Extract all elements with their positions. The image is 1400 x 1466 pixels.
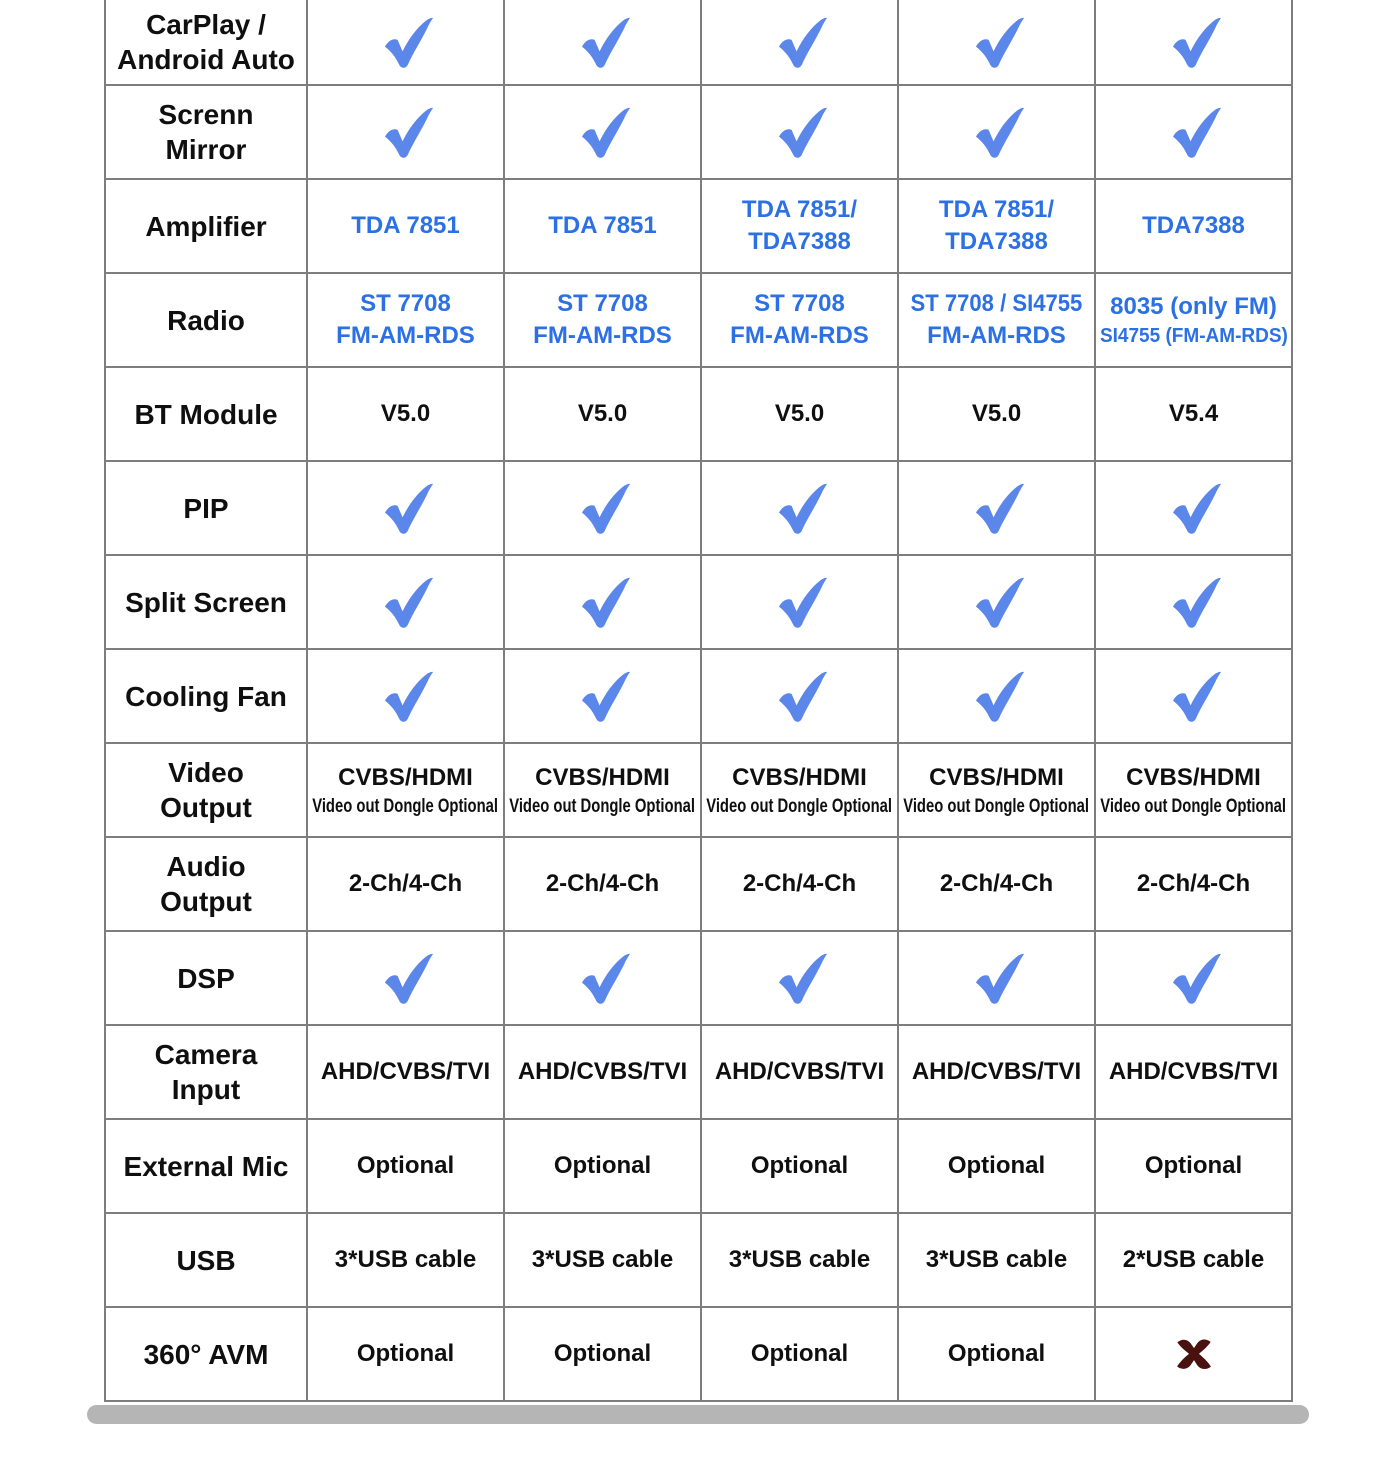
spec-value: CVBS/HDMI Video out Dongle Optional [505,744,702,838]
check-icon [702,86,899,180]
feature-label: DSP [106,932,308,1026]
check-icon [899,650,1096,744]
check-icon [505,650,702,744]
spec-value: 2*USB cable [1096,1214,1293,1308]
spec-value: 2-Ch/4-Ch [899,838,1096,932]
check-icon [702,650,899,744]
feature-label: Screnn Mirror [106,86,308,180]
check-icon [308,86,505,180]
spec-value: 3*USB cable [308,1214,505,1308]
spec-value: V5.0 [899,368,1096,462]
check-icon [702,932,899,1026]
spec-value: AHD/CVBS/TVI [899,1026,1096,1120]
spec-value: 3*USB cable [702,1214,899,1308]
check-icon [308,0,505,86]
feature-label: PIP [106,462,308,556]
spec-value: Optional [505,1308,702,1402]
check-icon [505,0,702,86]
spec-value: V5.0 [505,368,702,462]
check-icon [308,932,505,1026]
spec-value: 2-Ch/4-Ch [702,838,899,932]
check-icon [308,650,505,744]
spec-value: Optional [308,1120,505,1214]
feature-label: USB [106,1214,308,1308]
check-icon [505,556,702,650]
spec-value: Optional [505,1120,702,1214]
spec-value: CVBS/HDMI Video out Dongle Optional [308,744,505,838]
spec-value: ST 7708 FM-AM-RDS [308,274,505,368]
feature-label: CarPlay / Android Auto [106,0,308,86]
spec-value: 2-Ch/4-Ch [308,838,505,932]
spec-value: Optional [702,1308,899,1402]
spec-value: ST 7708 FM-AM-RDS [702,274,899,368]
check-icon [505,86,702,180]
spec-value: TDA 7851 [505,180,702,274]
spec-table [104,0,1293,1402]
spec-value: ST 7708 FM-AM-RDS [505,274,702,368]
spec-value: V5.0 [308,368,505,462]
check-icon [308,556,505,650]
spec-value: AHD/CVBS/TVI [308,1026,505,1120]
spec-value: TDA 7851 [308,180,505,274]
check-icon [702,462,899,556]
spec-value: 8035 (only FM) SI4755 (FM-AM-RDS) [1096,274,1293,368]
check-icon [702,0,899,86]
spec-value: Optional [1096,1120,1293,1214]
spec-value: TDA 7851/ TDA7388 [702,180,899,274]
check-icon [505,462,702,556]
spec-value: AHD/CVBS/TVI [1096,1026,1293,1120]
cross-icon [1096,1308,1293,1402]
check-icon [899,556,1096,650]
check-icon [1096,650,1293,744]
spec-value: AHD/CVBS/TVI [702,1026,899,1120]
feature-label: Radio [106,274,308,368]
check-icon [1096,556,1293,650]
spec-value: V5.4 [1096,368,1293,462]
check-icon [899,462,1096,556]
spec-value: CVBS/HDMI Video out Dongle Optional [899,744,1096,838]
spec-value: TDA7388 [1096,180,1293,274]
spec-value: CVBS/HDMI Video out Dongle Optional [1096,744,1293,838]
check-icon [1096,86,1293,180]
spec-value: Optional [308,1308,505,1402]
spec-value: V5.0 [702,368,899,462]
check-icon [1096,462,1293,556]
check-icon [702,556,899,650]
spec-value: CVBS/HDMI Video out Dongle Optional [702,744,899,838]
check-icon [308,462,505,556]
feature-label: Split Screen [106,556,308,650]
spec-value: 2-Ch/4-Ch [1096,838,1293,932]
check-icon [1096,932,1293,1026]
check-icon [899,0,1096,86]
horizontal-scrollbar-thumb[interactable] [87,1405,1309,1424]
spec-value: 2-Ch/4-Ch [505,838,702,932]
spec-value: 3*USB cable [899,1214,1096,1308]
spec-value: ST 7708 / SI4755 FM-AM-RDS [899,274,1096,368]
feature-label: Video Output [106,744,308,838]
feature-label: External Mic [106,1120,308,1214]
feature-label: Cooling Fan [106,650,308,744]
feature-label: 360° AVM [106,1308,308,1402]
check-icon [899,932,1096,1026]
spec-value: AHD/CVBS/TVI [505,1026,702,1120]
spec-value: Optional [899,1308,1096,1402]
spec-value: Optional [899,1120,1096,1214]
spec-value: Optional [702,1120,899,1214]
check-icon [899,86,1096,180]
feature-label: Amplifier [106,180,308,274]
feature-label: BT Module [106,368,308,462]
check-icon [1096,0,1293,86]
spec-value: TDA 7851/ TDA7388 [899,180,1096,274]
feature-label: Camera Input [106,1026,308,1120]
spec-value: 3*USB cable [505,1214,702,1308]
feature-label: Audio Output [106,838,308,932]
check-icon [505,932,702,1026]
